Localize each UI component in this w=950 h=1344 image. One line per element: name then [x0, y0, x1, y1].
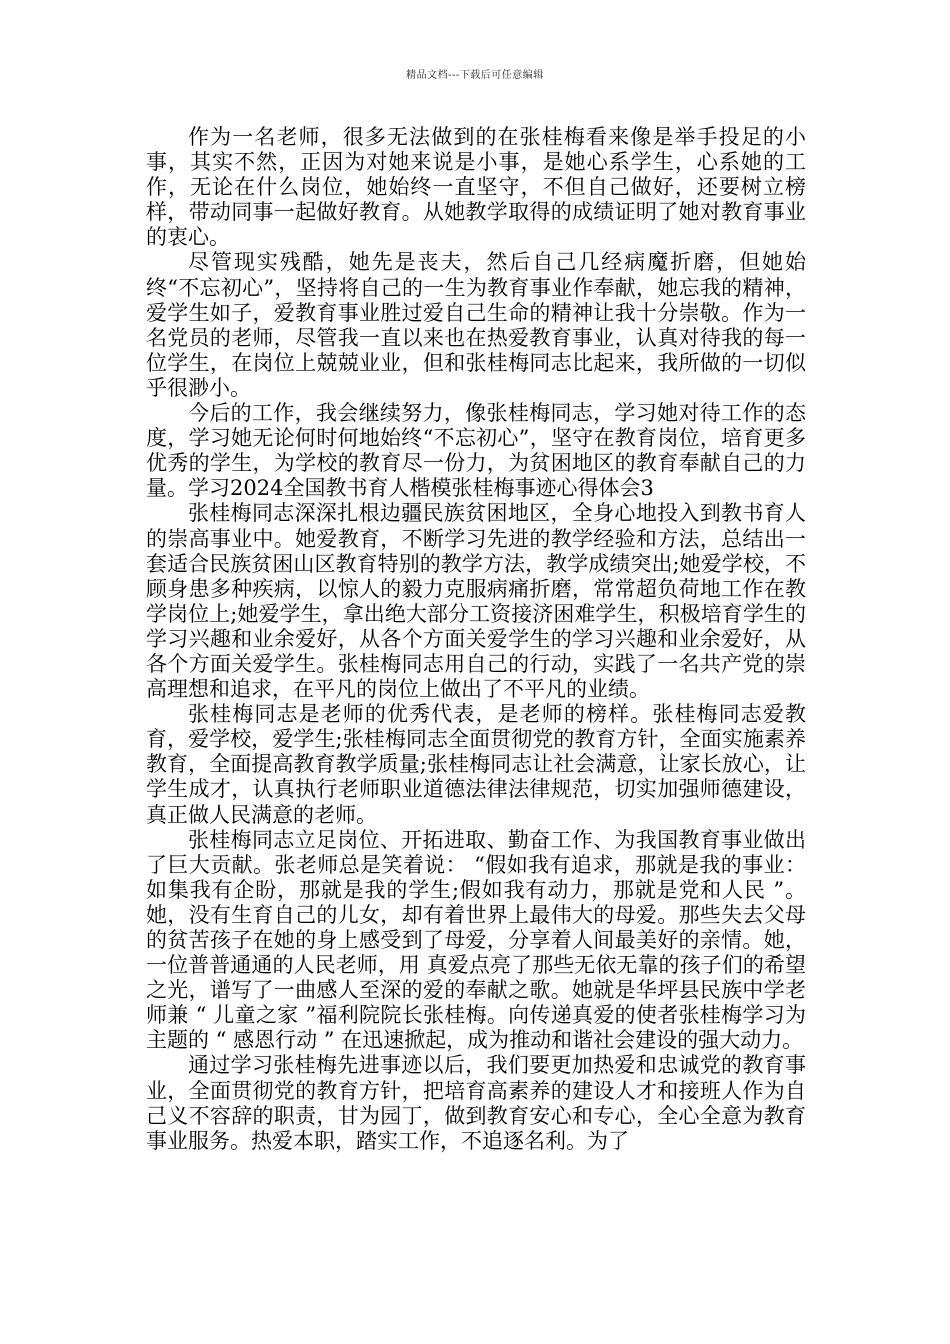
paragraph: 张桂梅同志是老师的优秀代表，是老师的榜样。张桂梅同志爱教育，爱学校，爱学生;张桂梅同志全面贯彻党的教育方针，全面实施素养教育，全面提高教育教学质量;张桂梅同志让社会满意，让家长放心，让学生成才，认真执行老师职业道德法律法律规范，切实加强师德建设，真正做人民满意的老师。: [146, 702, 806, 827]
document-body: [146, 125, 806, 1154]
paragraph: 作为一名老师，很多无法做到的在张桂梅看来像是举手投足的小事，其实不然，正因为对她来说是小事，是她心系学生，心系她的工作，无论在什么岗位，她始终一直坚守，不但自己做好，还要树立榜样，带动同事一起做好教育。从她教学取得的成绩证明了她对教育事业的衷心。: [146, 125, 806, 250]
paragraph: 张桂梅同志立足岗位、开拓进取、勤奋工作、为我国教育事业做出了巨大贡献。张老师总是笑着说： “假如我有追求，那就是我的事业：如集我有企盼，那就是我的学生;假如我有动力，那就是党和人民 ”。她，没有生育自己的儿女，却有着世界上最伟大的母爱。那些失去父母的贫苦孩子在她的身上感受到了母爱，分享着人间最美好的亲情。她，一位普普通通的人民老师，用 真爱点亮了那些无依无靠的孩子们的希望之光，谱写了一曲感人至深的爱的奉献之歌。她就是华坪县民族中学老师兼 “ 儿童之家 ”福利院院长张桂梅。向传递真爱的使者张桂梅学习为主题的 “ 感恩行动 ” 在迅速掀起，成为推动和谐社会建设的强大动力。: [146, 827, 806, 1053]
paragraph: 张桂梅同志深深扎根边疆民族贫困地区，全身心地投入到教书育人的崇高事业中。她爱教育，不断学习先进的教学经验和方法，总结出一套适合民族贫困山区教育特别的教学方法，教学成绩突出;她爱学校，不顾身患多种疾病，以惊人的毅力克服病痛折磨，常常超负荷地工作在教学岗位上;她爱学生，拿出绝大部分工资接济困难学生，积极培育学生的学习兴趣和业余爱好，从各个方面关爱学生的学习兴趣和业余爱好，从各个方面关爱学生。张桂梅同志用自己的行动，实践了一名共产党的崇高理想和追求，在平凡的岗位上做出了不平凡的业绩。: [146, 501, 806, 702]
paragraph: 尽管现实残酷，她先是丧夫，然后自己几经病魔折磨，但她始终“不忘初心”，坚持将自己的一生为教育事业作奉献，她忘我的精神，爱学生如子，爱教育事业胜过爱自己生命的精神让我十分崇敬。作为一名党员的老师，尽管我一直以来也在热爱教育事业，认真对待我的每一位学生，在岗位上兢兢业业，但和张桂梅同志比起来，我所做的一切似乎很渺小。: [146, 250, 806, 400]
paragraph: 今后的工作，我会继续努力，像张桂梅同志，学习她对待工作的态度，学习她无论何时何地始终“不忘初心”，坚守在教育岗位，培育更多优秀的学生，为学校的教育尽一份力，为贫困地区的教育奉献自己的力量。学习2024全国教书育人楷模张桂梅事迹心得体会3: [146, 401, 806, 501]
paragraph: 通过学习张桂梅先进事迹以后，我们要更加热爱和忠诚党的教育事业，全面贯彻党的教育方针，把培育高素养的建设人才和接班人作为自己义不容辞的职责，甘为园丁，做到教育安心和专心，全心全意为教育事业服务。热爱本职，踏实工作，不追逐名利。为了: [146, 1053, 806, 1153]
page-header: 精品文档---下载后可任意编辑: [406, 70, 544, 81]
